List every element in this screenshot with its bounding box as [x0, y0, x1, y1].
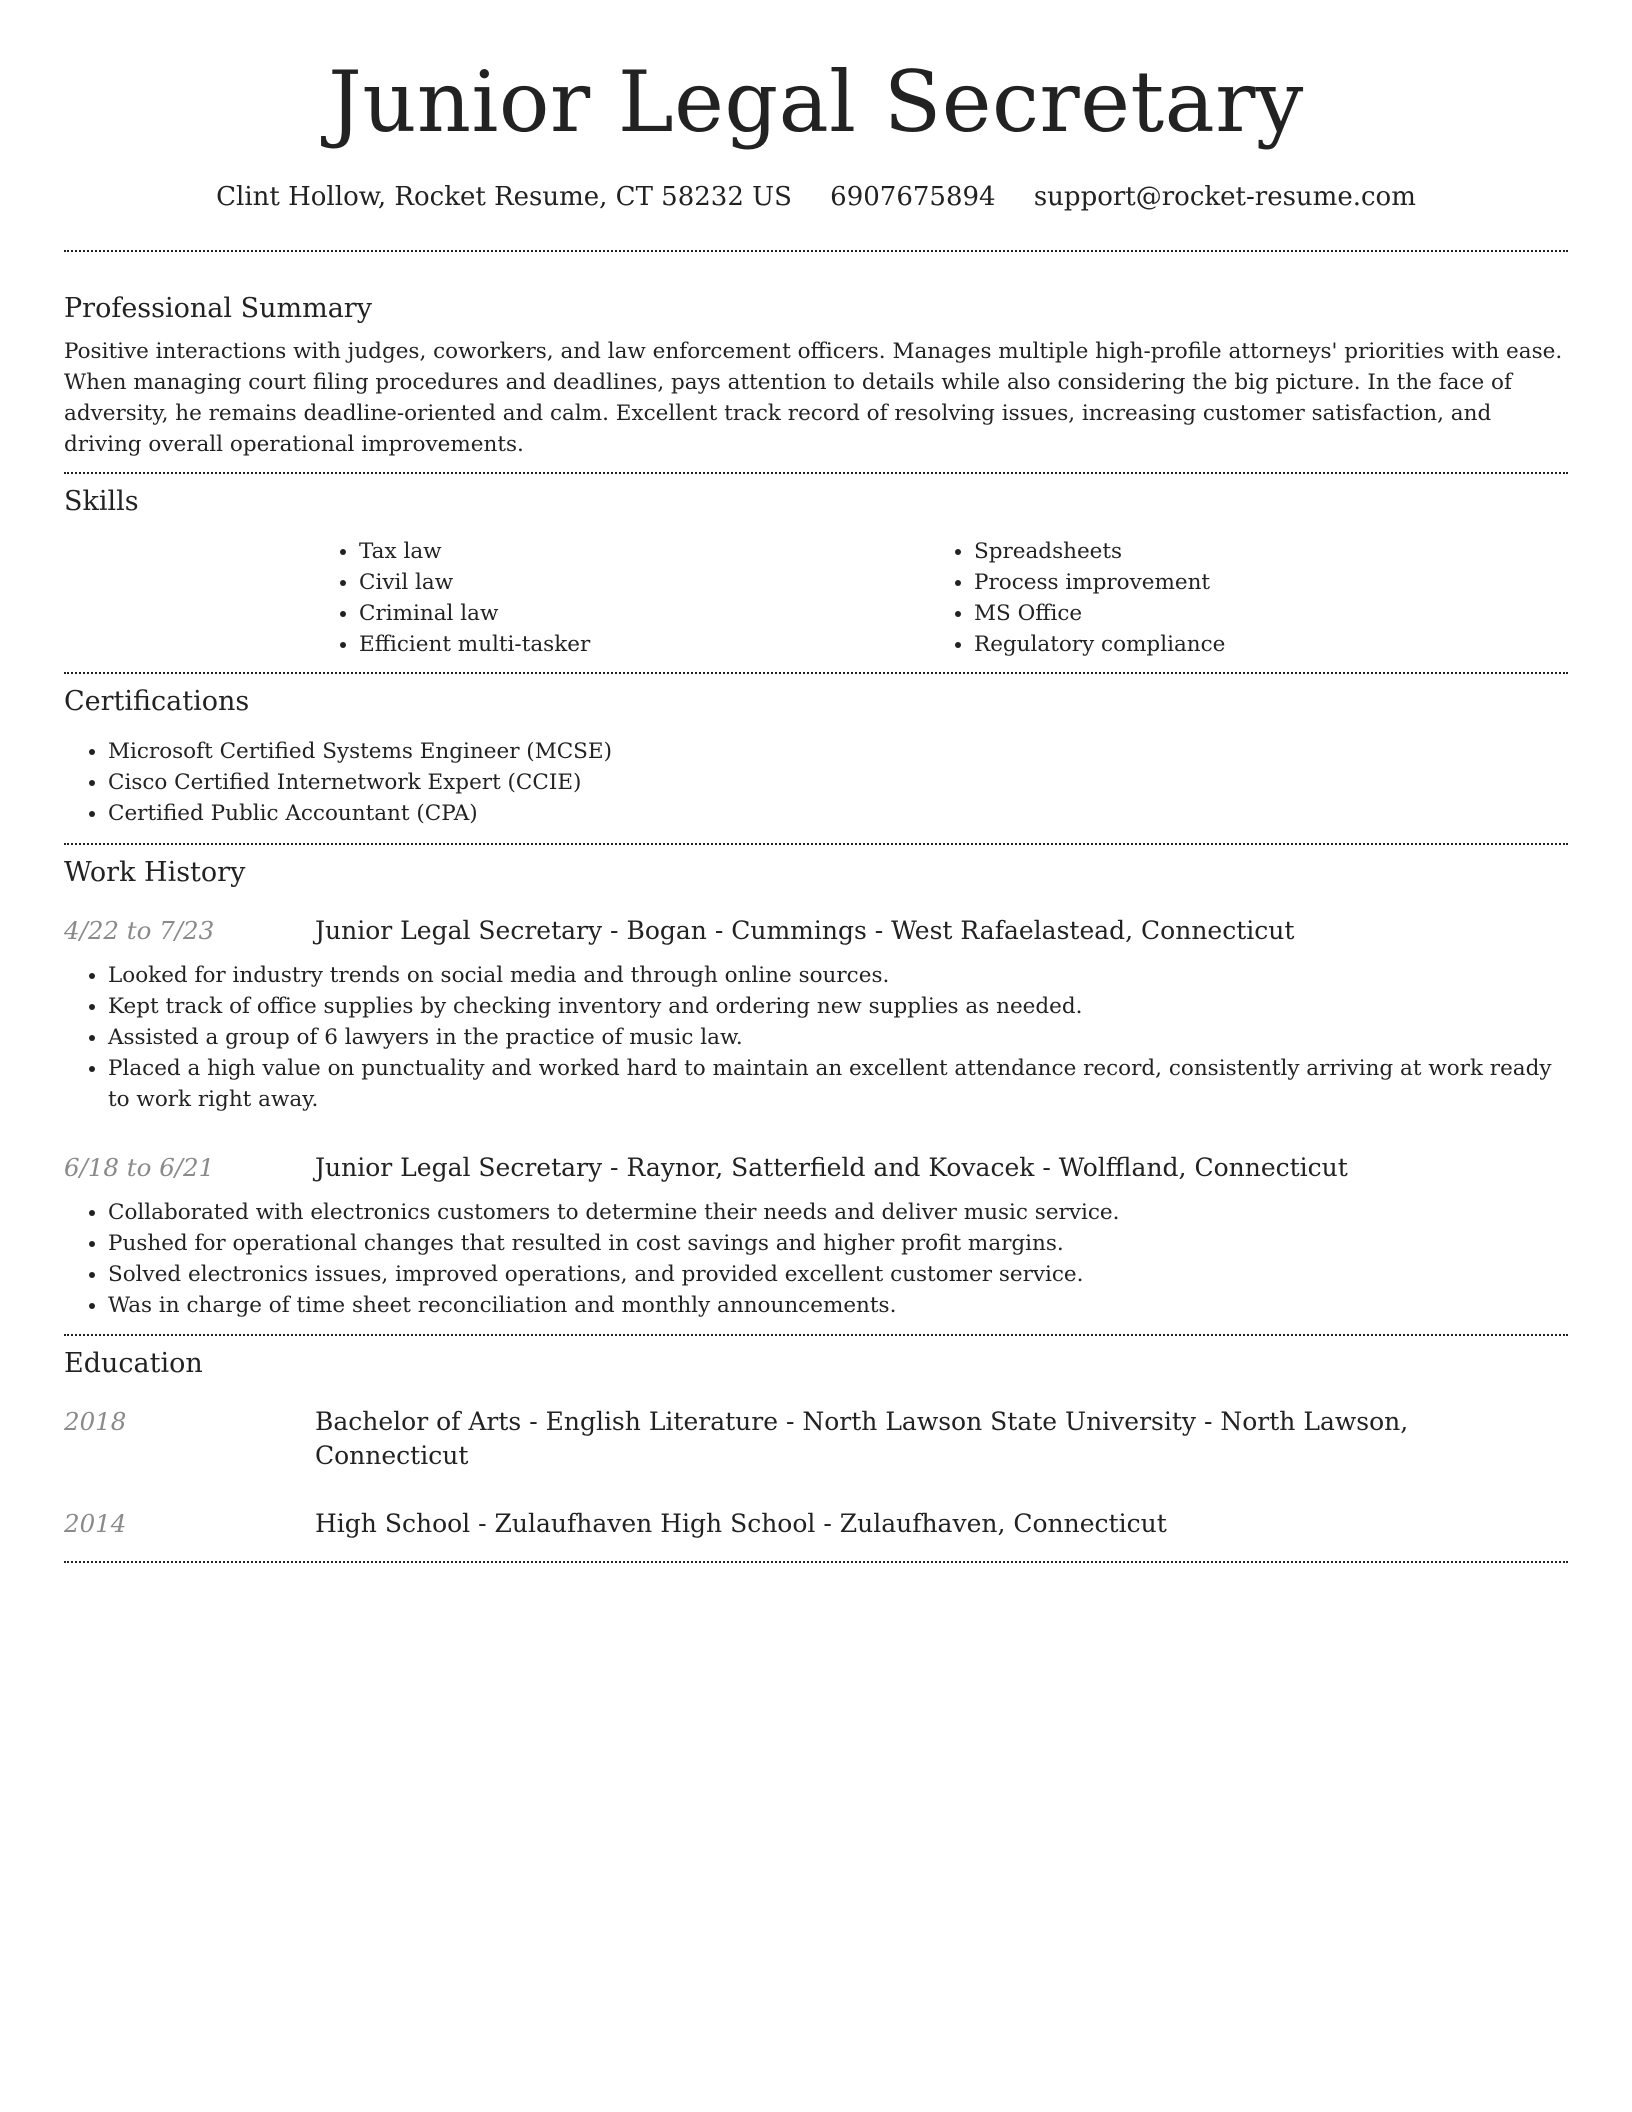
job-title: Junior Legal Secretary - Bogan - Cummings - West Rafaelastead, Connecticut	[315, 916, 1295, 945]
resume-title: Junior Legal Secretary	[328, 53, 1304, 151]
job-bullet: • Assisted a group of 6 lawyers in the practice of music law.	[108, 1022, 1568, 1053]
divider	[64, 1561, 1568, 1563]
certifications-heading: Certifications	[64, 686, 250, 717]
education-detail: High School - Zulaufhaven High School - Zulaufhaven, Connecticut	[315, 1509, 1167, 1538]
job-bullet: • Collaborated with electronics customers to determine their needs and deliver music service.	[108, 1197, 1568, 1228]
job-title: Junior Legal Secretary - Raynor, Satterfield and Kovacek - Wolffland, Connecticut	[315, 1153, 1348, 1182]
summary-section	[64, 252, 1568, 460]
skills-heading: Skills	[64, 486, 139, 517]
job-bullet: • Pushed for operational changes that resulted in cost savings and higher profit margins.	[108, 1228, 1568, 1259]
skill-item: • Criminal law	[359, 598, 930, 629]
skills-column-left	[315, 536, 930, 660]
summary-text: Positive interactions with judges, coworkers, and law enforcement officers. Manages multiple high-profile attorneys' priorities with ease. When managing court filing procedures and deadlines, pays attention to details while also considering the big picture. In the face of adversity, he remains deadline-oriented and calm. Excellent track record of resolving issues, increasing customer satisfaction, and driving overall operational improvements.	[64, 339, 1563, 457]
skill-item: • Spreadsheets	[974, 536, 1545, 567]
certifications-list	[64, 736, 1568, 829]
contact-address: Clint Hollow, Rocket Resume, CT 58232 US	[216, 182, 792, 212]
job-dates: 6/18 to 6/21	[64, 1153, 215, 1182]
education-section	[64, 1336, 1568, 1541]
education-entry	[64, 1405, 1568, 1473]
skills-list-left	[315, 536, 930, 660]
education-detail: Bachelor of Arts - English Literature - North Lawson State University - North Lawson, Connecticut	[315, 1407, 1409, 1470]
job-header	[64, 914, 1568, 948]
skills-list-right	[930, 536, 1545, 660]
education-entry	[64, 1507, 1568, 1541]
work-heading: Work History	[64, 857, 246, 888]
job-header	[64, 1151, 1568, 1185]
education-year: 2018	[64, 1407, 127, 1436]
job-entry	[64, 914, 1568, 1115]
job-bullet: • Placed a high value on punctuality and worked hard to maintain an excellent attendance record, consistently arriving at work ready to work right away.	[108, 1053, 1568, 1115]
job-bullet: • Looked for industry trends on social media and through online sources.	[108, 960, 1568, 991]
contact-email: support@rocket-resume.com	[1033, 182, 1416, 212]
job-bullet: • Solved electronics issues, improved operations, and provided excellent customer service.	[108, 1259, 1568, 1290]
skill-item: • Efficient multi-tasker	[359, 629, 930, 660]
skill-item: • Tax law	[359, 536, 930, 567]
skill-item: • Regulatory compliance	[974, 629, 1545, 660]
job-dates: 4/22 to 7/23	[64, 916, 215, 945]
work-section	[64, 845, 1568, 1321]
job-bullets	[64, 1197, 1568, 1321]
skills-section	[64, 474, 1568, 660]
skill-item: • Civil law	[359, 567, 930, 598]
contact-line	[64, 180, 1568, 214]
summary-heading: Professional Summary	[64, 293, 372, 324]
contact-phone: 6907675894	[830, 182, 996, 212]
skill-item: • MS Office	[974, 598, 1545, 629]
job-entry	[64, 1151, 1568, 1321]
job-bullet: • Was in charge of time sheet reconciliation and monthly announcements.	[108, 1290, 1568, 1321]
certification-item: • Microsoft Certified Systems Engineer (MCSE)	[108, 736, 1568, 767]
job-bullet: • Kept track of office supplies by checking inventory and ordering new supplies as needed.	[108, 991, 1568, 1022]
certifications-section	[64, 674, 1568, 829]
skill-item: • Process improvement	[974, 567, 1545, 598]
education-year: 2014	[64, 1509, 127, 1538]
certification-item: • Certified Public Accountant (CPA)	[108, 798, 1568, 829]
certification-item: • Cisco Certified Internetwork Expert (CCIE)	[108, 767, 1568, 798]
skills-columns	[315, 536, 1568, 660]
job-bullets	[64, 960, 1568, 1115]
skills-column-right	[930, 536, 1545, 660]
education-heading: Education	[64, 1348, 203, 1379]
